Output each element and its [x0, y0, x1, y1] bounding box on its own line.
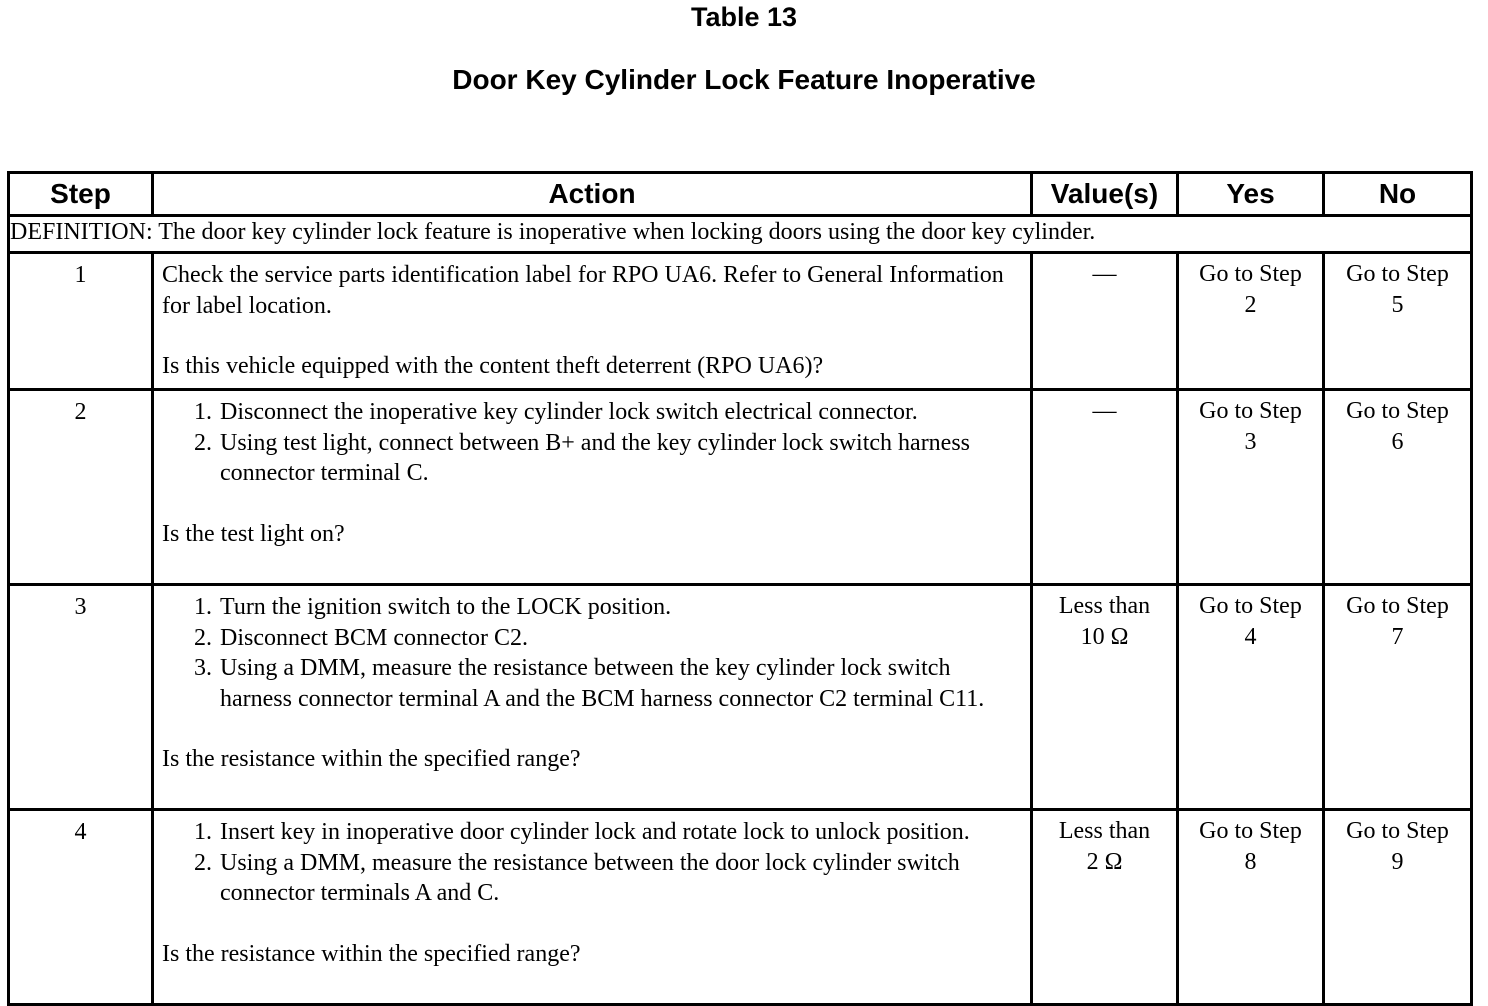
action-cell: [153, 390, 1032, 585]
step-number: 3: [9, 585, 153, 810]
value-cell: [1032, 253, 1178, 390]
header-action: Action: [153, 173, 1032, 216]
header-values: Value(s): [1032, 173, 1178, 216]
action-question: Is the resistance within the specified range?: [162, 746, 581, 772]
no-step: 7: [1391, 623, 1404, 650]
no-cell: [1324, 585, 1472, 810]
no-step: 6: [1391, 428, 1404, 455]
no-cell: [1324, 390, 1472, 585]
no-label: Go to Step: [1346, 261, 1449, 287]
action-question: Is this vehicle equipped with the content theft deterrent (RPO UA6)?: [162, 353, 824, 379]
action-question: Is the test light on?: [162, 520, 345, 547]
step-number: 4: [9, 810, 153, 1005]
action-step: 2. Using a DMM, measure the resistance between the door lock cylinder switch connector terminals A and C.: [218, 848, 1020, 909]
no-label: Go to Step: [1346, 818, 1449, 844]
action-step: 3. Using a DMM, measure the resistance between the key cylinder lock switch harness connector terminal A and the BCM harness connector C2 terminal C11.: [218, 653, 1020, 714]
value-line: 2 Ω: [1086, 848, 1123, 875]
no-step: 5: [1391, 291, 1404, 318]
action-step: 1. Turn the ignition switch to the LOCK position.: [218, 592, 1020, 623]
step-number: 1: [9, 253, 153, 390]
action-step: 1. Insert key in inoperative door cylinder lock and rotate lock to unlock position.: [218, 817, 1020, 848]
action-intro: Check the service parts identification label for RPO UA6. Refer to General Information for label location.: [162, 262, 1004, 319]
no-cell: [1324, 253, 1472, 390]
value-line: —: [1092, 398, 1117, 424]
table-row: [9, 390, 1472, 585]
yes-step: 4: [1244, 623, 1257, 650]
action-step: 2. Disconnect BCM connector C2.: [218, 623, 1020, 654]
value-line: Less than: [1058, 818, 1151, 844]
value-line: Less than: [1058, 593, 1151, 619]
value-cell: [1032, 810, 1178, 1005]
value-cell: [1032, 390, 1178, 585]
yes-cell: [1178, 585, 1324, 810]
header-no: No: [1324, 173, 1472, 216]
value-cell: [1032, 585, 1178, 810]
action-cell: [153, 810, 1032, 1005]
yes-label: Go to Step: [1199, 398, 1302, 424]
table-number: Table 13: [690, 2, 798, 32]
yes-cell: [1178, 810, 1324, 1005]
diagnostic-table: [7, 171, 1473, 1006]
no-label: Go to Step: [1346, 593, 1449, 619]
action-step: 2. Using test light, connect between B+ and the key cylinder lock switch harness connector terminal C.: [218, 428, 1020, 489]
table-row: [9, 810, 1472, 1005]
yes-step: 3: [1244, 428, 1257, 455]
value-line: 10 Ω: [1080, 623, 1129, 650]
action-steps: [162, 592, 1020, 714]
action-steps: [162, 817, 1020, 909]
yes-label: Go to Step: [1199, 818, 1302, 844]
step-number: 2: [9, 390, 153, 585]
table-row: [9, 253, 1472, 390]
action-step: 1. Disconnect the inoperative key cylinder lock switch electrical connector.: [218, 397, 1020, 428]
yes-cell: [1178, 390, 1324, 585]
header-yes: Yes: [1178, 173, 1324, 216]
action-cell: [153, 585, 1032, 810]
yes-step: 8: [1244, 848, 1257, 875]
definition-row: [9, 216, 1472, 253]
no-step: 9: [1391, 848, 1404, 875]
value-line: —: [1092, 261, 1117, 287]
yes-step: 2: [1244, 291, 1257, 318]
header-step: Step: [9, 173, 153, 216]
action-question: Is the resistance within the specified range?: [162, 940, 581, 967]
no-cell: [1324, 810, 1472, 1005]
table-title: Door Key Cylinder Lock Feature Inoperative: [452, 64, 1036, 95]
yes-label: Go to Step: [1199, 593, 1302, 619]
no-label: Go to Step: [1346, 398, 1449, 424]
action-steps: [162, 397, 1020, 489]
yes-label: Go to Step: [1199, 261, 1302, 287]
definition-text: DEFINITION: The door key cylinder lock feature is inoperative when locking doors using the door key cylinder.: [9, 216, 1472, 253]
action-cell: [153, 253, 1032, 390]
header-row: [9, 173, 1472, 216]
table-row: [9, 585, 1472, 810]
yes-cell: [1178, 253, 1324, 390]
